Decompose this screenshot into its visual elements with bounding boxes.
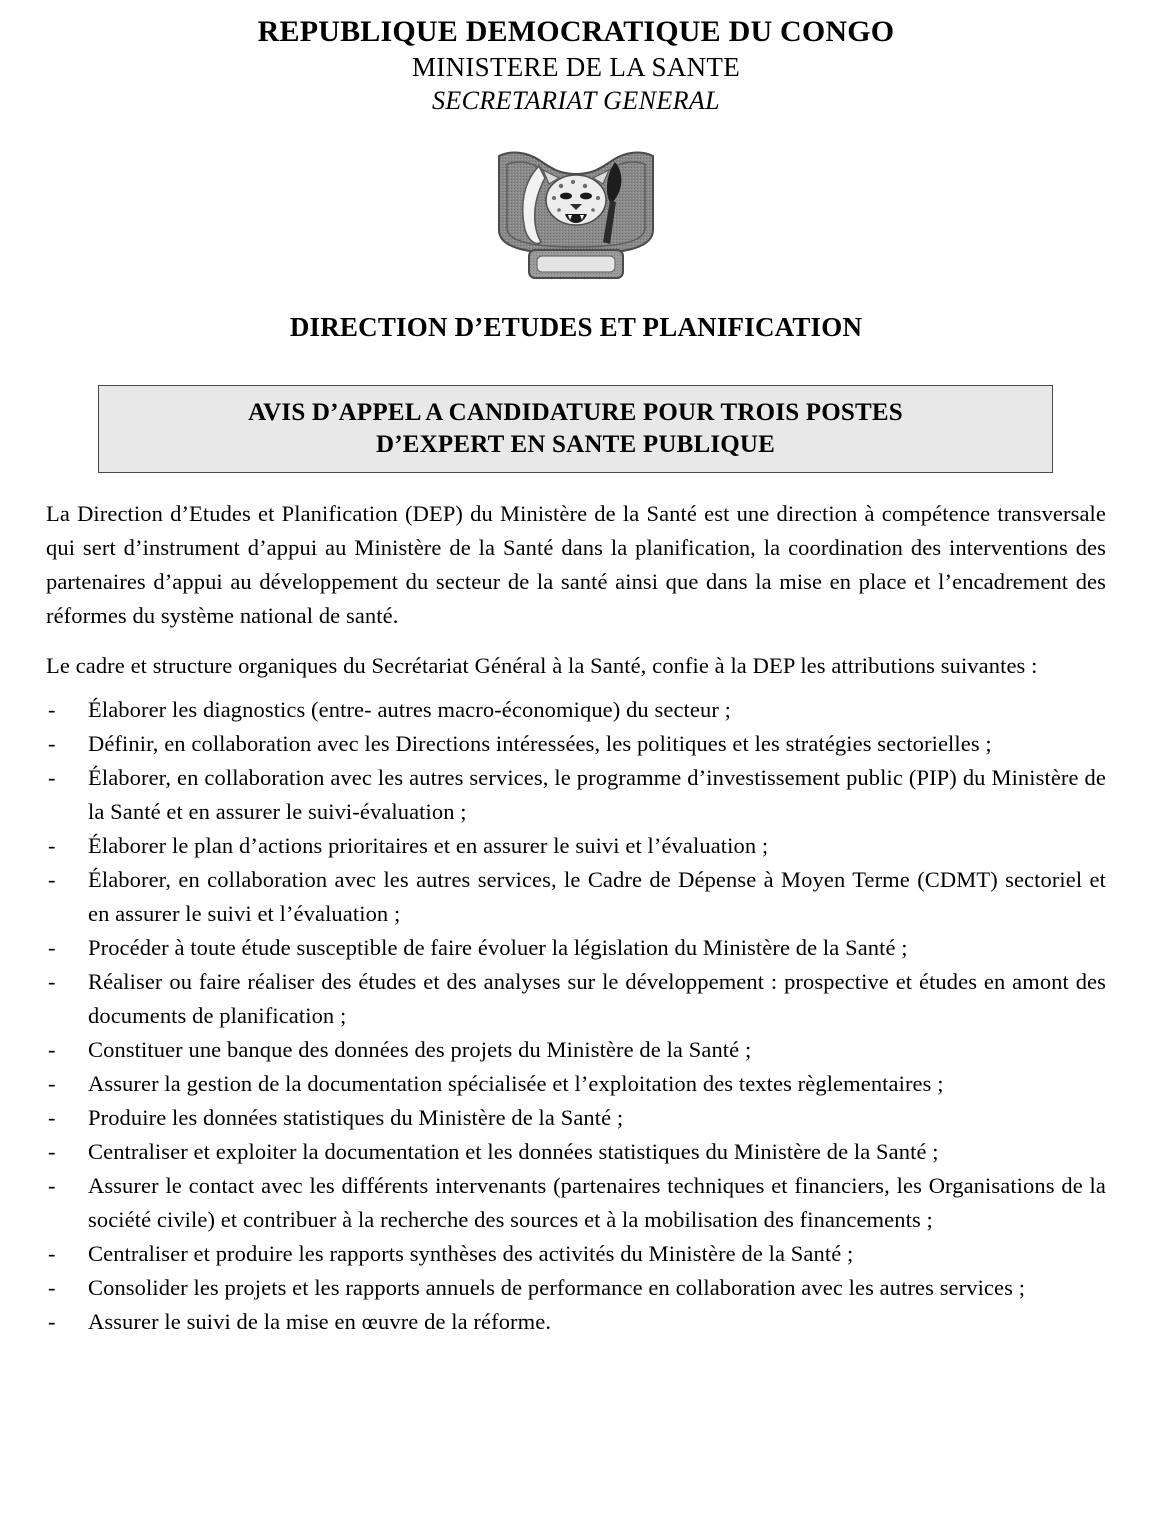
list-item: [46, 693, 1106, 727]
list-item: [46, 829, 1106, 863]
intro-paragraph-1: La Direction d’Etudes et Planification (DEP) du Ministère de la Santé est une direction à compétence transversale qui sert d’instrument d’appui au Ministère de la Santé dans la planification, la coordination des interventions des partenaires d’appui au développement du secteur de la santé ainsi que dans la mise en place et l’encadrement des réformes du système national de santé.: [46, 501, 1106, 628]
list-item-text: Assurer la gestion de la documentation spécialisée et l’exploitation des textes règlementaires ;: [88, 1071, 944, 1096]
list-item: [46, 1101, 1106, 1135]
bullet-marker-icon: -: [48, 1037, 56, 1062]
leopard-head-icon: [543, 170, 609, 225]
list-item-text: Élaborer le plan d’actions prioritaires et en assurer le suivi et l’évaluation ;: [88, 833, 769, 858]
list-item-text: Élaborer les diagnostics (entre- autres macro-économique) du secteur ;: [88, 697, 731, 722]
list-item: [46, 1135, 1106, 1169]
ministry-title: MINISTERE DE LA SANTE: [411, 52, 741, 82]
list-item: [46, 1271, 1106, 1305]
bullet-marker-icon: -: [48, 1275, 56, 1300]
announcement-title-line-2: D’EXPERT EN SANTE PUBLIQUE: [375, 431, 776, 458]
bullet-marker-icon: -: [48, 935, 56, 960]
list-item: [46, 863, 1106, 931]
bullet-marker-icon: -: [48, 1105, 56, 1130]
bullet-marker-icon: -: [48, 1241, 56, 1266]
list-item-text: Définir, en collaboration avec les Directions intéressées, les politiques et les stratégies sectorielles ;: [88, 731, 992, 756]
bullet-marker-icon: -: [48, 969, 56, 994]
list-item: [46, 1237, 1106, 1271]
list-item: [46, 931, 1106, 965]
list-item: [46, 1169, 1106, 1237]
list-item-text: Centraliser et exploiter la documentation et les données statistiques du Ministère de la Santé ;: [88, 1139, 939, 1164]
list-item-text: Procéder à toute étude susceptible de faire évoluer la législation du Ministère de la Santé ;: [88, 935, 908, 960]
list-item-text: Assurer le suivi de la mise en œuvre de la réforme.: [88, 1309, 552, 1334]
direction-heading: DIRECTION D’ETUDES ET PLANIFICATION: [289, 312, 863, 342]
document-header: [0, 0, 1152, 118]
pedestal-plaque: [537, 256, 615, 272]
list-item: [46, 1067, 1106, 1101]
attributions-list: [46, 693, 1106, 1339]
list-item-text: Assurer le contact avec les différents intervenants (partenaires techniques et financiers, les Organisations de la société civile) et contribuer à la recherche des sources et à la mobilisation des financements ;: [88, 1173, 1106, 1232]
list-item-text: Consolider les projets et les rapports annuels de performance en collaboration avec les autres services ;: [88, 1275, 1026, 1300]
bullet-marker-icon: -: [48, 1071, 56, 1096]
list-item: [46, 1305, 1106, 1339]
list-item-text: Constituer une banque des données des projets du Ministère de la Santé ;: [88, 1037, 752, 1062]
list-item-text: Produire les données statistiques du Ministère de la Santé ;: [88, 1105, 624, 1130]
emblem-container: [0, 134, 1152, 284]
list-item: [46, 1033, 1106, 1067]
document-body: [46, 497, 1106, 1339]
list-item: [46, 727, 1106, 761]
list-item-text: Centraliser et produire les rapports synthèses des activités du Ministère de la Santé ;: [88, 1241, 854, 1266]
drc-coat-of-arms-icon: [481, 134, 671, 284]
list-item: [46, 965, 1106, 1033]
bullet-marker-icon: -: [48, 1173, 56, 1198]
secretariat-title: SECRETARIAT GENERAL: [431, 86, 721, 115]
bullet-marker-icon: -: [48, 1309, 56, 1334]
intro-paragraph-2: Le cadre et structure organiques du Secrétariat Général à la Santé, confie à la DEP les attributions suivantes :: [46, 653, 1038, 678]
list-item: [46, 761, 1106, 829]
bullet-marker-icon: -: [48, 833, 56, 858]
bullet-marker-icon: -: [48, 1139, 56, 1164]
bullet-marker-icon: -: [48, 765, 56, 790]
bullet-marker-icon: -: [48, 697, 56, 722]
bullet-marker-icon: -: [48, 867, 56, 892]
bullet-marker-icon: -: [48, 731, 56, 756]
list-item-text: Réaliser ou faire réaliser des études et des analyses sur le développement : prospective et études en amont des documents de planification ;: [88, 969, 1106, 1028]
country-title: REPUBLIQUE DEMOCRATIQUE DU CONGO: [257, 15, 895, 48]
list-item-text: Élaborer, en collaboration avec les autres services, le Cadre de Dépense à Moyen Terme (CDMT) sectoriel et en assurer le suivi et l’évaluation ;: [88, 867, 1106, 926]
announcement-title-box: [98, 385, 1053, 473]
announcement-title-line-1: AVIS D’APPEL A CANDIDATURE POUR TROIS POSTES: [248, 399, 903, 426]
list-item-text: Élaborer, en collaboration avec les autres services, le programme d’investissement public (PIP) du Ministère de la Santé et en assurer le suivi-évaluation ;: [88, 765, 1106, 824]
